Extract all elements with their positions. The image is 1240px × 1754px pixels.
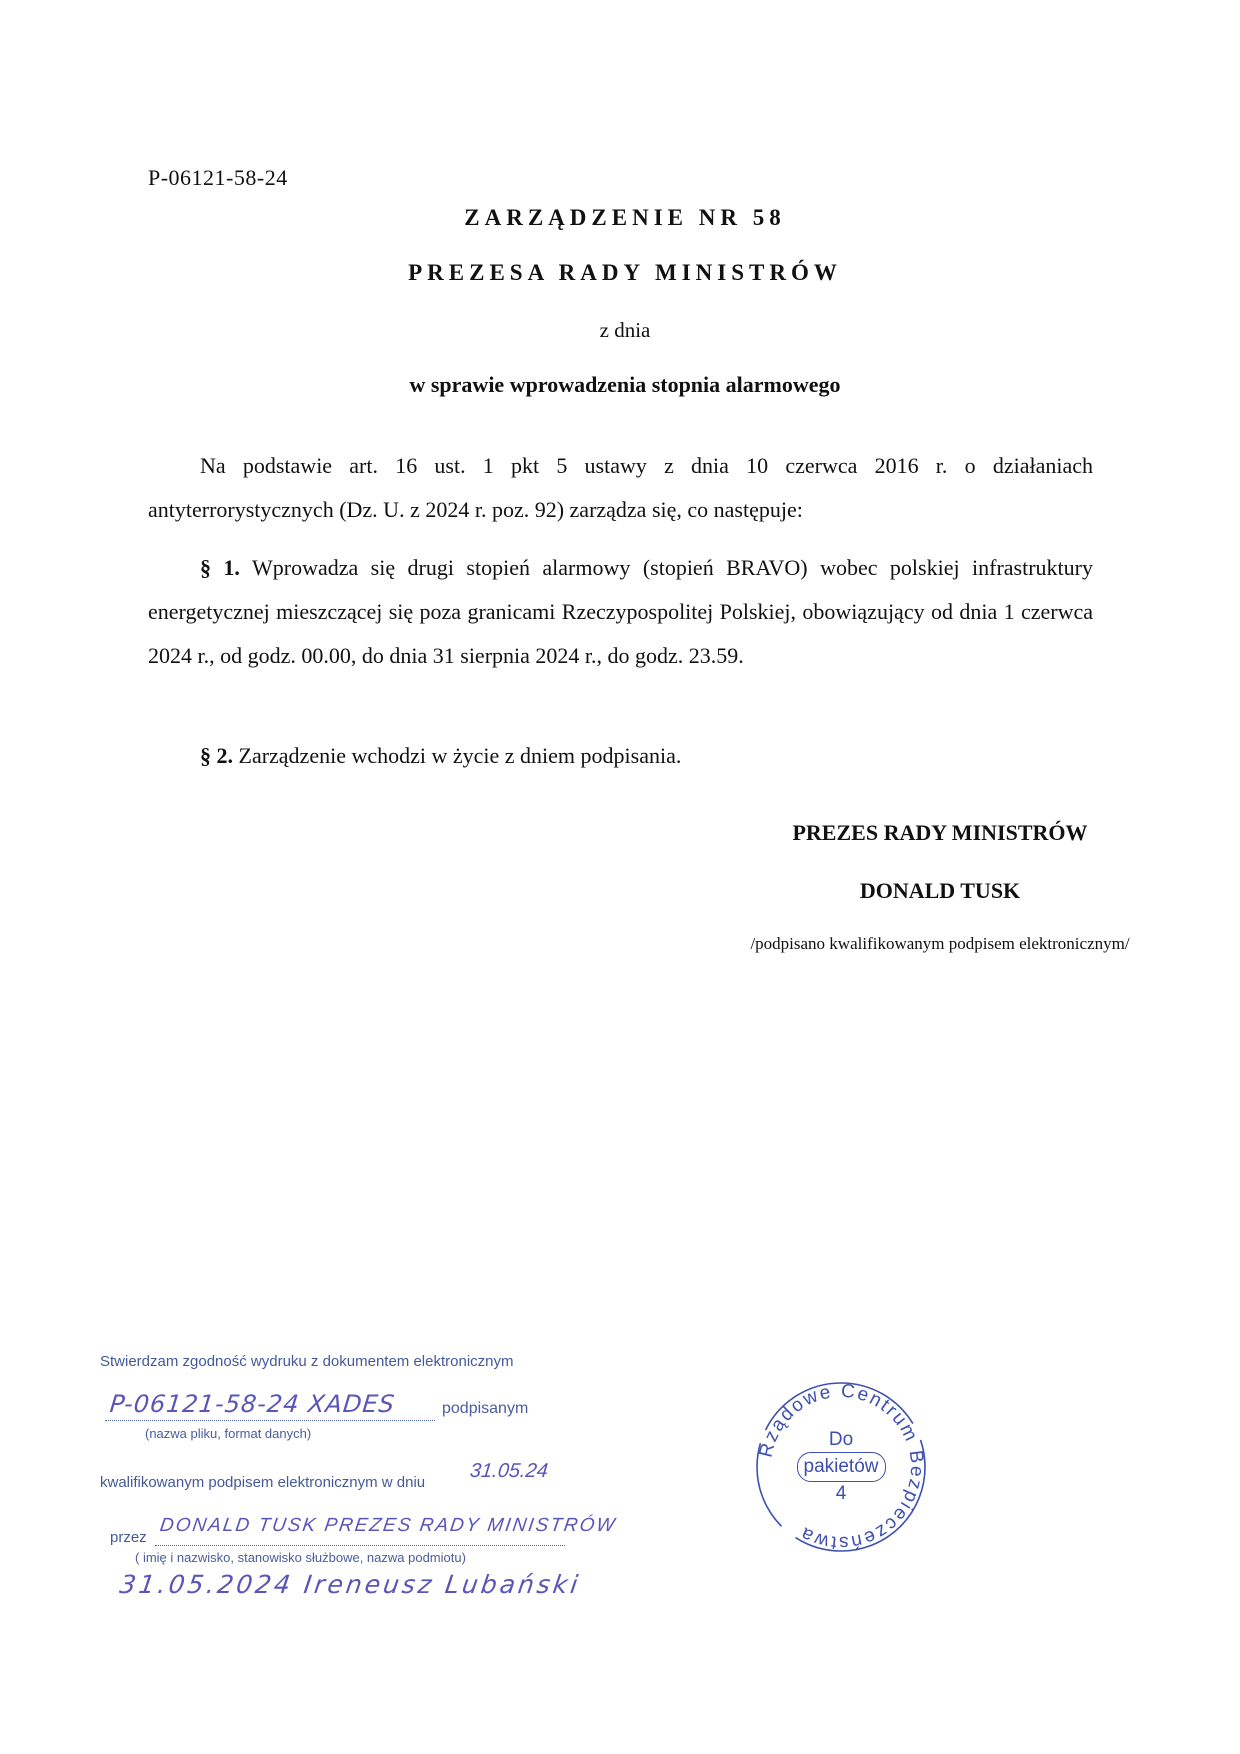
- paragraph-2-mark: § 2.: [200, 743, 233, 768]
- official-stamp: [752, 1378, 930, 1556]
- handwritten-signature: 31.05.2024 Ireneusz Lubański: [117, 1570, 583, 1599]
- stamp-line-3: 4: [835, 1483, 847, 1504]
- stamp-center: [782, 1428, 900, 1506]
- signatory-name: DONALD TUSK: [859, 878, 1021, 903]
- intro-paragraph: Na podstawie art. 16 ust. 1 pkt 5 ustawy z dnia 10 czerwca 2016 r. o działaniach antyterrorystycznych (Dz. U. z 2024 r. poz. 92) zarządza się, co następuje:: [148, 453, 1093, 522]
- signatory-role: PREZES RADY MINISTRÓW: [792, 820, 1088, 845]
- paragraph-1: [148, 546, 1093, 678]
- document-issuer: PREZESA RADY MINISTRÓW: [408, 260, 842, 285]
- paragraph-2-text: Zarządzenie wchodzi w życie z dniem podpisania.: [233, 743, 682, 768]
- date-line: z dnia: [599, 318, 651, 342]
- file-caption: (nazwa pliku, format danych): [145, 1426, 312, 1441]
- handwritten-file-name: P-06121-58-24 XADES: [108, 1390, 397, 1418]
- stamp-ring-text: Rządowe Centrum Bezpieczeństwa: [755, 1380, 928, 1554]
- document-title: ZARZĄDZENIE NR 58: [464, 205, 786, 230]
- person-caption: ( imię i nazwisko, stanowisko służbowe, nazwa podmiotu): [135, 1550, 466, 1565]
- file-name-underline: [105, 1420, 435, 1421]
- handwritten-person: DONALD TUSK PREZES RADY MINISTRÓW: [158, 1515, 618, 1536]
- stamp-line-2: pakietów: [797, 1452, 886, 1482]
- qualified-signature-label: kwalifikowanym podpisem elektronicznym w dniu: [100, 1474, 426, 1491]
- handwritten-date: 31.05.24: [468, 1460, 550, 1482]
- person-underline: [155, 1545, 565, 1546]
- certification-statement: Stwierdzam zgodność wydruku z dokumentem elektronicznym: [100, 1353, 514, 1370]
- signature-note: /podpisano kwalifikowanym podpisem elektronicznym/: [750, 934, 1130, 953]
- stamp-line-1: Do: [828, 1429, 854, 1450]
- signed-label: podpisanym: [442, 1400, 529, 1417]
- paragraph-1-text: Wprowadza się drugi stopień alarmowy (stopień BRAVO) wobec polskiej infrastruktury energetycznej mieszczącej się poza granicami Rzeczypospolitej Polskiej, obowiązujący od dnia 1 czerwca 2024 r., od godz. 00.00, do dnia 31 sierpnia 2024 r., do godz. 23.59.: [148, 555, 1093, 668]
- by-label: przez: [110, 1529, 147, 1546]
- document-reference: P-06121-58-24: [148, 165, 288, 190]
- paragraph-2: [148, 734, 1093, 778]
- document-subject: w sprawie wprowadzenia stopnia alarmowego: [409, 372, 841, 397]
- paragraph-1-mark: § 1.: [200, 555, 240, 580]
